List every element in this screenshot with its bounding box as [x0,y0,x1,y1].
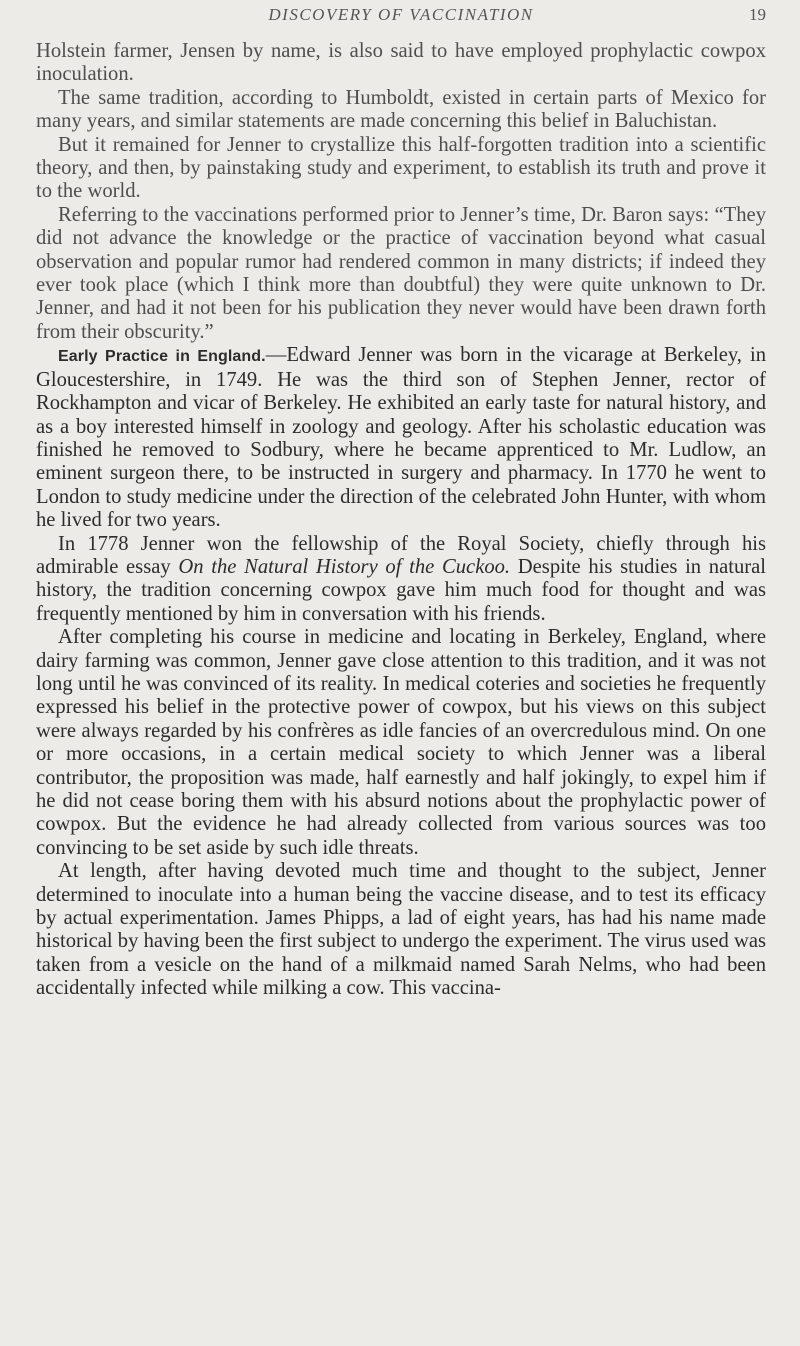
paragraph-phipps-experiment: At length, after having devoted much time and thought to the subject, Jenner determined to inoculate into a human being the vaccine disease, and to test its efficacy by actual experimentation. James Phipps, a lad of eight years, has had his name made historical by having been the first subject to undergo the experiment. The virus used was taken from a vesicle on the hand of a milkmaid named Sarah Nelms, who had been accidentally infected while milking a cow. This vaccina- [36,860,766,1000]
section-heading-early-practice: Early Practice in England. [58,348,266,366]
body-text [36,40,766,1001]
paragraph-holstein-farmer: Holstein farmer, Jensen by name, is also said to have employed prophylactic cowpox inoculation. [36,40,766,86]
paragraph-royal-society-text-a: In 1778 Jenner won the fellowship of the Royal Society, chiefly through his admirable essay [36,532,766,578]
essay-title: On the Natural History of the Cuckoo. [178,555,511,578]
running-title: DISCOVERY OF VACCINATION [268,5,534,24]
running-head [36,2,766,32]
paragraph-jenner-crystallize: But it remained for Jenner to crystallize this half-forgotten tradition into a scientific theory, and then, by painstaking study and experiment, to establish its truth and prove it to the world. [36,133,766,203]
paragraph-humboldt-tradition: The same tradition, according to Humboldt, existed in certain parts of Mexico for many years, and similar statements are made concerning this belief in Baluchistan. [36,86,766,133]
paragraph-berkeley-practice: After completing his course in medicine and locating in Berkeley, England, where dairy farming was common, Jenner gave close attention to this tradition, and it was not long until he was convinced of its reality. In medical coteries and societies he frequently expressed his belief in the protective power of cowpox, but his views on this subject were always regarded by his confrères as idle fancies of an overcredulous mind. On one or more occasions, in a certain medical society to which Jenner was a liberal contributor, the proposition was made, half earnestly and half jokingly, to expel him if he did not cease boring them with his absurd notions about the prophylactic power of cowpox. But the evidence he had already collected from various sources was too convincing to be set aside by such idle threats. [36,626,766,859]
page-number: 19 [749,5,766,24]
paragraph-baron-quote: Referring to the vaccinations performed prior to Jenner’s time, Dr. Baron says: “They did not advance the knowledge or the practice of vaccination beyond what casual observation and popular rumor had rendered common in many districts; if indeed they ever took place (which I think more than doubtful) they were quite unknown to Dr. Jenner, and had it not been for his publication they never would have been drawn forth from their obscurity.” [36,203,766,343]
paragraph-early-practice [36,344,766,532]
paragraph-early-practice-text: —Edward Jenner was born in the vicarage at Berkeley, in Gloucestershire, in 1749. He was the third son of Stephen Jenner, rector of Rockhampton and vicar of Berkeley. He exhibited an early taste for natural history, and as a boy interested himself in zoology and geology. After his scholastic education was finished he removed to Sodbury, where he became apprenticed to Mr. Ludlow, an eminent surgeon there, to be instructed in surgery and pharmacy. In 1770 he went to London to study medicine under the direction of the celebrated John Hunter, with whom he lived for two years. [36,344,766,532]
paragraph-royal-society [36,533,766,627]
paragraph-royal-society-text-b: Despite his studies in natural history, the tradition concerning cowpox gave him much food for thought and was frequently mentioned by him in conversation with his friends. [36,555,766,625]
